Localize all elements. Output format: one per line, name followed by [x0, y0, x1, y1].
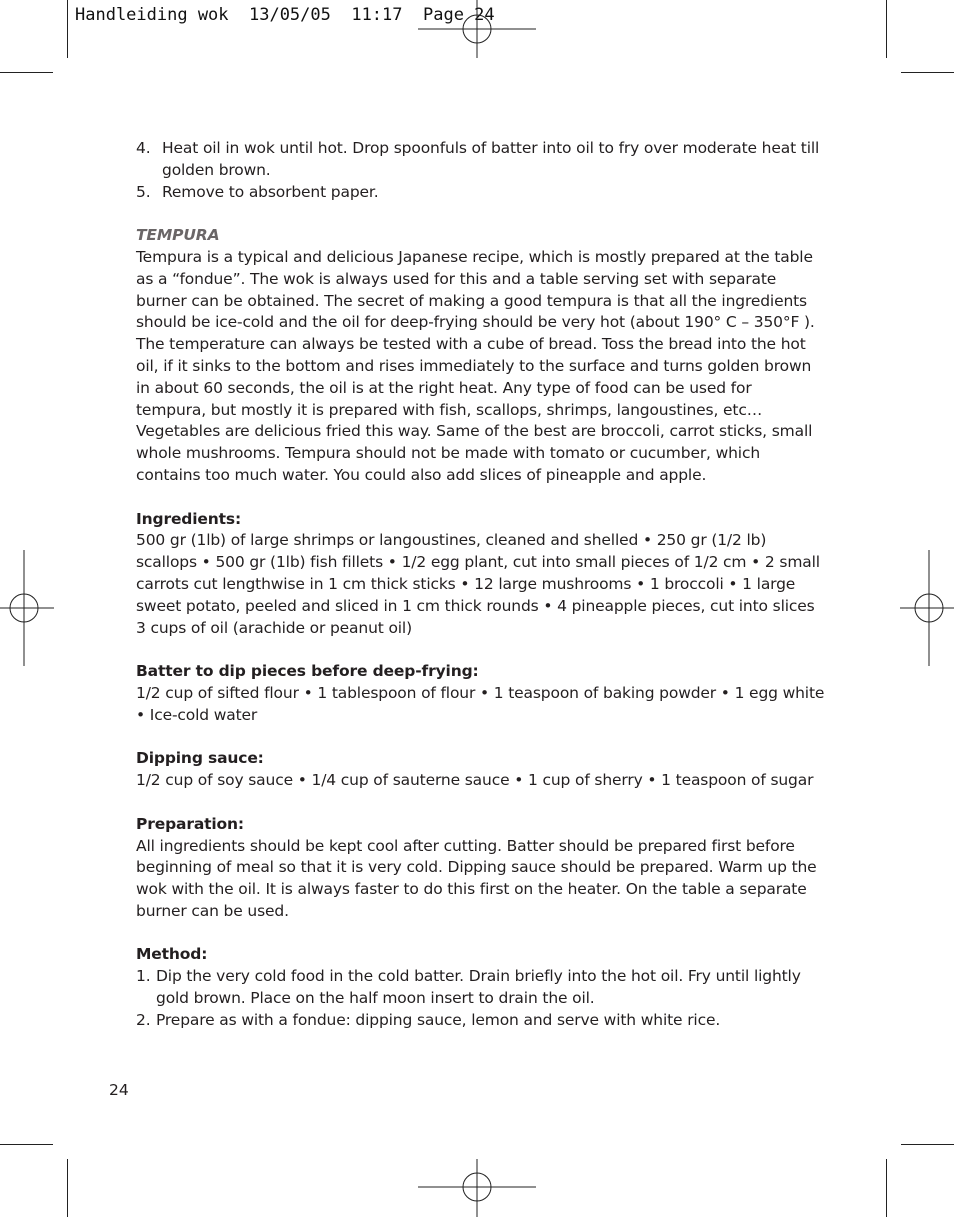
registration-mark-bottom	[418, 1159, 536, 1217]
ingredients-text: 500 gr (1lb) of large shrimps or langoustines, cleaned and shelled • 250 gr (1/2 lb) scallops • 500 gr (1lb) fish fillets • 1/2 egg plant, cut into small pieces of 1/2 cm • 2 small carrots cut lengthwise in 1 cm thick sticks • 12 large mushrooms • 1 broccoli • 1 large sweet potato, peeled and sliced in 1 cm thick rounds • 4 pineapple pieces, cut into slices 3 cups of oil (arachide or peanut oil)	[136, 531, 820, 637]
dipping-sauce-heading: Dipping sauce:	[136, 749, 264, 768]
registration-mark-top	[418, 0, 536, 58]
crop-mark-top-right-horizontal	[901, 72, 954, 73]
section-title-tempura: TEMPURA	[136, 226, 220, 245]
crop-mark-bottom-right-vertical	[886, 1159, 887, 1217]
method-step-number: 1.	[136, 967, 151, 986]
batter-heading: Batter to dip pieces before deep-frying:	[136, 662, 479, 681]
list-item-number: 5.	[136, 182, 151, 201]
tempura-description: Tempura is a typical and delicious Japanese recipe, which is mostly prepared at the table as a “fondue”. The wok is always used for this and a table serving set with separate burner can be obtained. The secret of making a good tempura is that all the ingredients should be ice-cold and the oil for deep-frying should be very hot (about 190° C – 350°F ). The temperature can always be tested with a cube of bread. Toss the bread into the hot oil, if it sinks to the bottom and rises immediately to the surface and turns golden brown in about 60 seconds, the oil is at the right heat. Any type of food can be used for tempura, but mostly it is prepared with fish, scallops, shrimps, langoustines, etc… Vegetables are delicious fried this way. Same of the best are broccoli, carrot sticks, small whole mushrooms. Tempura should not be made with tomato or cucumber, which contains too much water. You could also add slices of pineapple and apple.	[136, 247, 815, 484]
batter-text: 1/2 cup of sifted flour • 1 tablespoon of flour • 1 teaspoon of baking powder • 1 egg white • Ice-cold water	[136, 683, 825, 724]
preparation-text: All ingredients should be kept cool after cutting. Batter should be prepared first before beginning of meal so that it is very cold. Dipping sauce should be prepared. Warm up the wok with the oil. It is always faster to do this first on the heater. On the table a separate burner can be used.	[136, 836, 817, 920]
page-number: 24	[109, 1081, 129, 1099]
crop-mark-bottom-left-vertical	[67, 1159, 68, 1217]
dipping-sauce-text: 1/2 cup of soy sauce • 1/4 cup of sauterne sauce • 1 cup of sherry • 1 teaspoon of sugar	[136, 771, 814, 790]
method-step	[136, 966, 826, 1010]
registration-mark-right	[900, 550, 954, 666]
printer-slug: Handleiding wok 13/05/05 11:17 Page 24	[75, 5, 495, 25]
ingredients-heading: Ingredients:	[136, 509, 242, 528]
page-content	[136, 138, 826, 1032]
crop-mark-bottom-right-horizontal	[901, 1144, 954, 1145]
crop-mark-top-left-vertical	[67, 0, 68, 58]
method-step-text: Prepare as with a fondue: dipping sauce, lemon and serve with white rice.	[156, 1010, 721, 1029]
list-item-number: 4.	[136, 139, 151, 157]
list-item-text: Heat oil in wok until hot. Drop spoonfuls of batter into oil to fry over moderate heat till golden brown.	[162, 139, 820, 179]
list-item	[136, 182, 826, 204]
method-heading: Method:	[136, 945, 208, 964]
crop-mark-top-right-vertical	[886, 0, 887, 58]
method-step-number: 2.	[136, 1010, 151, 1029]
preparation-heading: Preparation:	[136, 814, 244, 833]
registration-mark-left	[0, 550, 54, 666]
crop-mark-bottom-left-horizontal	[0, 1144, 53, 1145]
method-step	[136, 1010, 826, 1032]
crop-mark-top-left-horizontal	[0, 72, 53, 73]
list-item	[136, 138, 826, 182]
method-step-text: Dip the very cold food in the cold batter. Drain briefly into the hot oil. Fry until lightly gold brown. Place on the half moon insert to drain the oil.	[156, 967, 801, 1008]
list-item-text: Remove to absorbent paper.	[162, 182, 379, 201]
